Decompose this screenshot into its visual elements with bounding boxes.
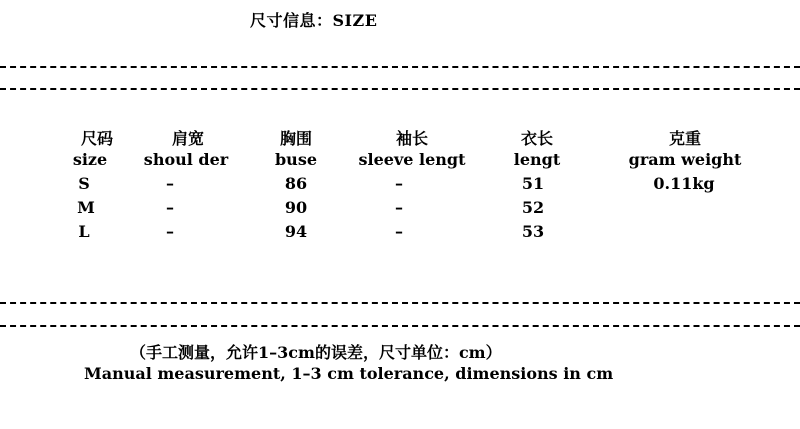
table-cell-sleeve: –: [395, 222, 403, 241]
measurement-note-cn: （手工测量，允许1–3cm的误差，尺寸单位：cm）: [130, 343, 502, 362]
header-size-cn: 尺码: [80, 129, 114, 148]
table-cell-shoulder: –: [166, 222, 174, 241]
header-weight-en: gram weight: [628, 150, 742, 169]
table-cell-length: 51: [521, 174, 545, 193]
divider-line: [0, 325, 800, 327]
table-cell-size: M: [77, 198, 95, 217]
table-cell-bust: 90: [284, 198, 308, 217]
divider-line: [0, 66, 800, 68]
header-bust-en: buse: [274, 150, 318, 169]
header-shoulder-cn: 肩宽: [171, 129, 205, 148]
table-cell-weight: 0.11kg: [653, 174, 715, 193]
divider-line: [0, 302, 800, 304]
table-cell-bust: 94: [284, 222, 308, 241]
table-cell-length: 52: [521, 198, 545, 217]
measurement-note-en: Manual measurement, 1–3 cm tolerance, dimensions in cm: [84, 364, 614, 383]
table-cell-sleeve: –: [395, 198, 403, 217]
table-cell-length: 53: [521, 222, 545, 241]
page-title: 尺寸信息：SIZE: [250, 11, 378, 30]
table-cell-sleeve: –: [395, 174, 403, 193]
table-cell-bust: 86: [284, 174, 308, 193]
header-weight-cn: 克重: [668, 129, 702, 148]
header-length-cn: 衣长: [520, 129, 554, 148]
table-cell-size: L: [78, 222, 90, 241]
divider-line: [0, 88, 800, 90]
header-sleeve-en: sleeve lengt: [358, 150, 466, 169]
header-shoulder-en: shoul der: [143, 150, 229, 169]
table-cell-shoulder: –: [166, 174, 174, 193]
header-length-en: lengt: [513, 150, 561, 169]
table-cell-size: S: [78, 174, 90, 193]
table-cell-shoulder: –: [166, 198, 174, 217]
header-size-en: size: [72, 150, 108, 169]
header-sleeve-cn: 袖长: [395, 129, 429, 148]
header-bust-cn: 胸围: [279, 129, 313, 148]
